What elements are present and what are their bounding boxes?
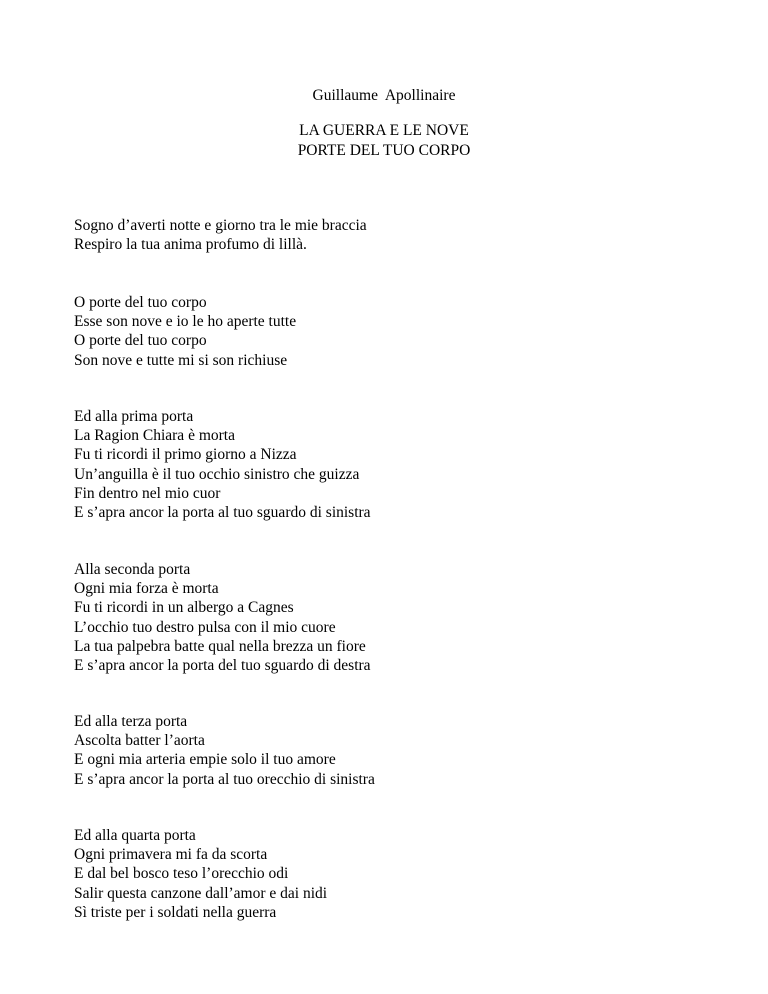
stanza-3 (74, 407, 371, 522)
poem-line: Alla seconda porta (74, 561, 191, 578)
poem-line: E s’apra ancor la porta al tuo sguardo di sinistra (74, 504, 371, 522)
poem-line: Ascolta batter l’aorta (74, 732, 205, 750)
poem-line: La tua palpebra batte qual nella brezza un fiore (74, 637, 366, 655)
poem-line: Ed alla terza porta (74, 713, 188, 730)
poem-line: Ed alla quarta porta (74, 827, 196, 844)
poem-line: Fu ti ricordi in un albergo a Cagnes (74, 599, 294, 617)
poem-line: Son nove e tutte mi si son richiuse (74, 351, 288, 369)
stanza-5 (74, 712, 375, 789)
stanza-2 (74, 293, 296, 370)
poem-line: O porte del tuo corpo (74, 294, 207, 311)
poem-line: Ed alla prima porta (74, 408, 194, 425)
poem-line: E s’apra ancor la porta del tuo sguardo di destra (74, 657, 371, 675)
poem-line: Sì triste per i soldati nella guerra (74, 903, 277, 921)
stanza-4 (74, 560, 371, 675)
poem-line: Esse son nove e io le ho aperte tutte (74, 313, 297, 331)
poem-line: Sogno d’averti notte e giorno tra le mie braccia (74, 217, 367, 234)
poem-line: O porte del tuo corpo (74, 332, 207, 350)
poem-line: L’occhio tuo destro pulsa con il mio cuore (74, 618, 336, 636)
title-line: LA GUERRA E LE NOVE (299, 122, 469, 139)
stanza-1 (74, 216, 367, 254)
stanza-6 (74, 826, 327, 922)
poem-line: Salir questa canzone dall’amor e dai nidi (74, 884, 328, 902)
poem-line: Un’anguilla è il tuo occhio sinistro che guizza (74, 465, 360, 483)
author-name: Guillaume Apollinaire (312, 87, 456, 104)
poem-line: La Ragion Chiara è morta (74, 427, 235, 445)
poem-line: E ogni mia arteria empie solo il tuo amore (74, 751, 336, 769)
poem-title (0, 121, 768, 161)
title-line: PORTE DEL TUO CORPO (297, 142, 471, 159)
poem-line: E dal bel bosco teso l’orecchio odi (74, 865, 289, 883)
poem-line: Fu ti ricordi il primo giorno a Nizza (74, 446, 297, 464)
poem-line: E s’apra ancor la porta al tuo orecchio di sinistra (74, 770, 375, 788)
poem-line: Ogni mia forza è morta (74, 580, 219, 598)
poem-line: Ogni primavera mi fa da scorta (74, 846, 268, 864)
poem-line: Respiro la tua anima profumo di lillà. (74, 236, 307, 254)
poem-line: Fin dentro nel mio cuor (74, 484, 221, 502)
